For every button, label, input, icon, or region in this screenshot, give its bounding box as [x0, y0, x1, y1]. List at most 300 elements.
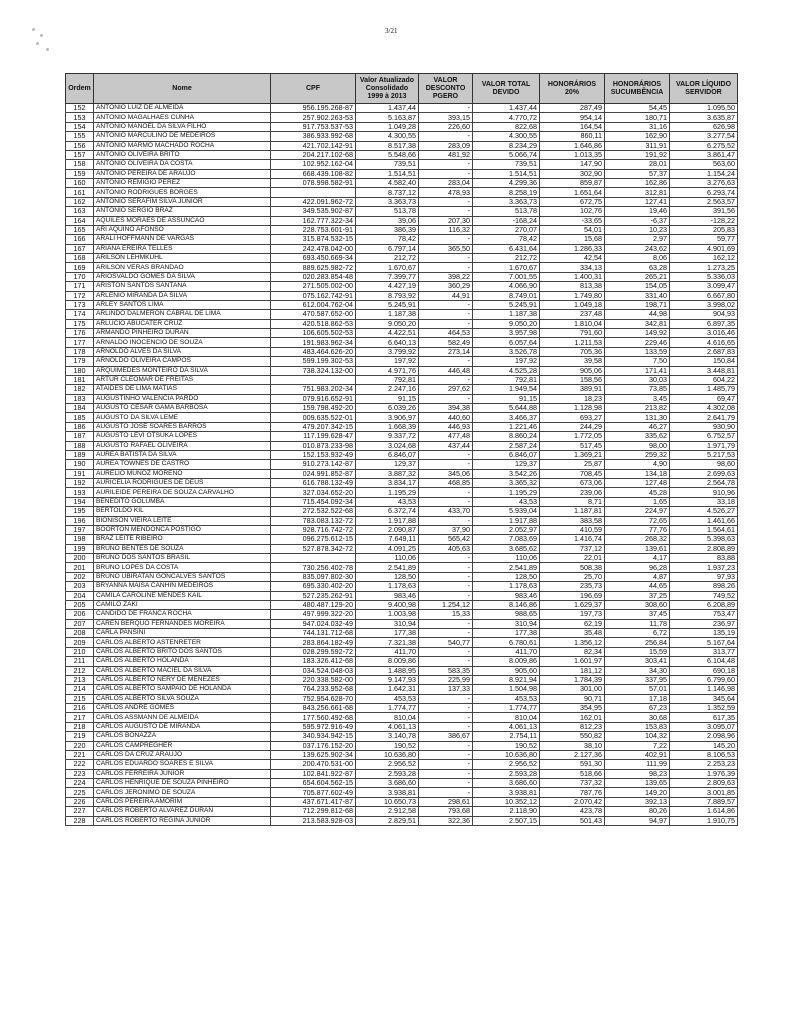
cell-honorarios: 301,00 — [540, 685, 605, 694]
cell-ordem: 165 — [66, 225, 94, 234]
cell-ordem: 186 — [66, 422, 94, 431]
cell-honorarios-sucumbencia: 37,45 — [605, 610, 670, 619]
cell-valor-desconto: - — [419, 750, 473, 759]
table-row — [66, 554, 738, 563]
cell-valor-atualizado: 78,42 — [356, 235, 419, 244]
cell-valor-desconto: 793,68 — [419, 807, 473, 816]
cell-valor-desconto: 225,99 — [419, 675, 473, 684]
table-row — [66, 638, 738, 647]
cell-valor-liquido: 2.687,83 — [670, 347, 738, 356]
cell-ordem: 171 — [66, 282, 94, 291]
cell-ordem: 209 — [66, 638, 94, 647]
table-row — [66, 610, 738, 619]
cell-valor-liquido: 6.752,57 — [670, 432, 738, 441]
cell-valor-liquido: 162,12 — [670, 254, 738, 263]
cell-valor-total: -168,24 — [473, 216, 540, 225]
cell-ordem: 192 — [66, 479, 94, 488]
cell-valor-total: 128,50 — [473, 572, 540, 581]
cell-valor-atualizado: 3.024,68 — [356, 441, 419, 450]
cell-valor-total: 3.938,81 — [473, 788, 540, 797]
cell-honorarios: 1.784,39 — [540, 675, 605, 684]
cell-valor-desconto: - — [419, 694, 473, 703]
cell-honorarios-sucumbencia: 134,18 — [605, 469, 670, 478]
cell-valor-total: 739,51 — [473, 160, 540, 169]
cell-valor-liquido: 604,22 — [670, 375, 738, 384]
cell-valor-atualizado: 1.642,31 — [356, 685, 419, 694]
cell-honorarios: 239,06 — [540, 488, 605, 497]
cell-honorarios: 550,82 — [540, 732, 605, 741]
table-row — [66, 750, 738, 759]
cell-honorarios-sucumbencia: 154,05 — [605, 282, 670, 291]
cell-valor-desconto: 398,22 — [419, 272, 473, 281]
cell-valor-liquido: 6.667,80 — [670, 291, 738, 300]
cell-ordem: 216 — [66, 704, 94, 713]
cell-cpf: 527.235.262-91 — [271, 591, 356, 600]
cell-honorarios: 518,66 — [540, 769, 605, 778]
cell-honorarios-sucumbencia: 72,65 — [605, 516, 670, 525]
table-row — [66, 179, 738, 188]
table-row — [66, 497, 738, 506]
cell-honorarios-sucumbencia: 46,27 — [605, 422, 670, 431]
table-row — [66, 807, 738, 816]
cell-cpf: 437.671.417-87 — [271, 797, 356, 806]
cell-valor-total: 1.187,38 — [473, 310, 540, 319]
cell-valor-desconto: 298,61 — [419, 797, 473, 806]
table-row — [66, 310, 738, 319]
cell-nome: BRUNO UBIRATAN GONCALVES SANTOS — [94, 572, 271, 581]
table-row — [66, 122, 738, 131]
cell-valor-total: 8.146,86 — [473, 600, 540, 609]
cell-nome: ANTONIO MARMO MACHADO ROCHA — [94, 141, 271, 150]
cell-valor-liquido: 3.998,02 — [670, 300, 738, 309]
cell-honorarios: 508,38 — [540, 563, 605, 572]
cell-ordem: 177 — [66, 338, 94, 347]
cell-nome: ANTONIO OLIVEIRA BRITO — [94, 150, 271, 159]
table-row — [66, 694, 738, 703]
cell-cpf: 420.518.862-53 — [271, 319, 356, 328]
cell-valor-desconto: 44,91 — [419, 291, 473, 300]
cell-ordem: 221 — [66, 750, 94, 759]
cell-honorarios: 25,70 — [540, 572, 605, 581]
cell-cpf: 315.874.532-15 — [271, 235, 356, 244]
cell-cpf: 028.299.592-72 — [271, 647, 356, 656]
cell-honorarios-sucumbencia: 96,28 — [605, 563, 670, 572]
cell-honorarios: 162,01 — [540, 713, 605, 722]
cell-valor-atualizado: 4.427,19 — [356, 282, 419, 291]
cell-valor-liquido: 1.461,66 — [670, 516, 738, 525]
cell-valor-total: 905,60 — [473, 666, 540, 675]
cell-honorarios: 1.286,33 — [540, 244, 605, 253]
cell-valor-desconto: - — [419, 713, 473, 722]
cell-valor-total: 3.466,37 — [473, 413, 540, 422]
cell-cpf: 479.207.342-15 — [271, 422, 356, 431]
cell-cpf: 712.299.812-68 — [271, 807, 356, 816]
table-row — [66, 441, 738, 450]
header-valor-atualizado: Valor Atualizado Consolidado 1999 à 2013 — [356, 74, 419, 104]
cell-honorarios-sucumbencia: 265,21 — [605, 272, 670, 281]
header-honorarios-sucumbencia: HONORÁRIOS SUCUMBÊNCIA — [605, 74, 670, 104]
cell-ordem: 217 — [66, 713, 94, 722]
cell-nome: BRUNO DOS SANTOS BRASIL — [94, 554, 271, 563]
cell-valor-desconto: - — [419, 563, 473, 572]
cell-valor-total: 4.525,28 — [473, 366, 540, 375]
cell-valor-desconto: - — [419, 254, 473, 263]
cell-valor-atualizado: 3.686,60 — [356, 779, 419, 788]
cell-valor-desconto: - — [419, 460, 473, 469]
cell-valor-liquido: 6.104,48 — [670, 657, 738, 666]
cell-valor-atualizado: 129,37 — [356, 460, 419, 469]
cell-valor-total: 3.365,32 — [473, 479, 540, 488]
cell-valor-desconto: - — [419, 104, 473, 113]
cell-honorarios-sucumbencia: 402,91 — [605, 750, 670, 759]
table-row — [66, 619, 738, 628]
table-row — [66, 816, 738, 825]
cell-honorarios: 1.601,97 — [540, 657, 605, 666]
cell-cpf: 159.798.492-20 — [271, 404, 356, 413]
cell-cpf: 078.998.582-91 — [271, 179, 356, 188]
cell-honorarios: 62,19 — [540, 619, 605, 628]
cell-nome: BOORTON MENDONCA POSTIGO — [94, 525, 271, 534]
cell-nome: BRUNO BENTES DE SOUZA — [94, 544, 271, 553]
cell-cpf: 599.199.302-53 — [271, 357, 356, 366]
cell-honorarios: 237,48 — [540, 310, 605, 319]
cell-cpf: 764.233.952-68 — [271, 685, 356, 694]
cell-cpf: 242.478.042-00 — [271, 244, 356, 253]
cell-cpf: 271.505.002-00 — [271, 282, 356, 291]
cell-valor-atualizado: 110,06 — [356, 554, 419, 563]
cell-valor-desconto: 468,85 — [419, 479, 473, 488]
cell-valor-desconto: - — [419, 357, 473, 366]
table-row — [66, 432, 738, 441]
cell-valor-liquido: 3.635,87 — [670, 113, 738, 122]
cell-valor-total: 1.504,98 — [473, 685, 540, 694]
cell-cpf: 917.753.537-53 — [271, 122, 356, 131]
cell-valor-atualizado: 3.140,78 — [356, 732, 419, 741]
cell-cpf: 200.470.531-00 — [271, 760, 356, 769]
cell-honorarios: 1.646,86 — [540, 141, 605, 150]
cell-valor-atualizado: 1.187,38 — [356, 310, 419, 319]
cell-cpf: 715.454.092-34 — [271, 497, 356, 506]
cell-nome: AUGUSTO DA SILVA LEME — [94, 413, 271, 422]
cell-valor-total: 988,65 — [473, 610, 540, 619]
cell-nome: CARLOS ROBERTO ALVAREZ DURAN — [94, 807, 271, 816]
header-valor-desconto: VALOR DESCONTO PGERO — [419, 74, 473, 104]
cell-valor-atualizado: 3.938,81 — [356, 788, 419, 797]
cell-valor-total: 2.052,97 — [473, 525, 540, 534]
cell-valor-atualizado: 8.737,12 — [356, 188, 419, 197]
cell-valor-liquido: 3.276,63 — [670, 179, 738, 188]
cell-valor-desconto: 322,36 — [419, 816, 473, 825]
cell-valor-liquido: 3.448,81 — [670, 366, 738, 375]
header-valor-total: VALOR TOTAL DEVIDO — [473, 74, 540, 104]
cell-honorarios-sucumbencia: 153,83 — [605, 722, 670, 731]
table-row — [66, 788, 738, 797]
cell-ordem: 215 — [66, 694, 94, 703]
cell-valor-liquido: 150,84 — [670, 357, 738, 366]
cell-valor-desconto: - — [419, 516, 473, 525]
table-row — [66, 741, 738, 750]
table-row — [66, 507, 738, 516]
cell-honorarios: 25,87 — [540, 460, 605, 469]
cell-valor-atualizado: 9.050,20 — [356, 319, 419, 328]
cell-valor-atualizado: 1.178,63 — [356, 582, 419, 591]
table-row — [66, 422, 738, 431]
cell-valor-total: 1.774,77 — [473, 704, 540, 713]
cell-honorarios: 410,59 — [540, 525, 605, 534]
cell-valor-total: 8.749,01 — [473, 291, 540, 300]
cell-ordem: 203 — [66, 582, 94, 591]
cell-honorarios-sucumbencia: 162,86 — [605, 179, 670, 188]
table-row — [66, 413, 738, 422]
cell-valor-atualizado: 2.090,87 — [356, 525, 419, 534]
table-row — [66, 563, 738, 572]
cell-honorarios: 517,45 — [540, 441, 605, 450]
table-row — [66, 282, 738, 291]
table-row — [66, 394, 738, 403]
cell-honorarios: 1.128,98 — [540, 404, 605, 413]
cell-valor-desconto: - — [419, 394, 473, 403]
cell-valor-total: 2.118,90 — [473, 807, 540, 816]
cell-valor-atualizado: 4.422,51 — [356, 329, 419, 338]
cell-nome: AUGUSTINHO VALENCIA PARDO — [94, 394, 271, 403]
cell-valor-total: 4.299,36 — [473, 179, 540, 188]
cell-valor-total: 8.234,29 — [473, 141, 540, 150]
table-row — [66, 544, 738, 553]
cell-ordem: 214 — [66, 685, 94, 694]
table-row — [66, 366, 738, 375]
cell-nome: BRUNO LOPES DA COSTA — [94, 563, 271, 572]
cell-nome: CAMILA CAROLINE MENDES KAIL — [94, 591, 271, 600]
cell-ordem: 200 — [66, 554, 94, 563]
cell-honorarios-sucumbencia: 8,06 — [605, 254, 670, 263]
cell-ordem: 179 — [66, 357, 94, 366]
cell-valor-liquido: 3.099,47 — [670, 282, 738, 291]
cell-valor-atualizado: 2.912,58 — [356, 807, 419, 816]
cell-valor-liquido: 145,20 — [670, 741, 738, 750]
cell-cpf: 730.256.402-78 — [271, 563, 356, 572]
cell-ordem: 226 — [66, 797, 94, 806]
cell-nome: AUREA TOWNES DE CASTRO — [94, 460, 271, 469]
header-honorarios: HONORÁRIOS 20% — [540, 74, 605, 104]
cell-valor-desconto: 565,42 — [419, 535, 473, 544]
cell-valor-liquido: 4.901,69 — [670, 244, 738, 253]
cell-valor-desconto: 1.254,12 — [419, 600, 473, 609]
cell-valor-total: 8.009,86 — [473, 657, 540, 666]
cell-ordem: 176 — [66, 329, 94, 338]
cell-valor-liquido: 313,77 — [670, 647, 738, 656]
cell-valor-liquido: 3.861,47 — [670, 150, 738, 159]
cell-valor-desconto: 440,60 — [419, 413, 473, 422]
cell-valor-atualizado: 453,53 — [356, 694, 419, 703]
cell-ordem: 154 — [66, 122, 94, 131]
cell-nome: AUGUSTO JOSE SOARES BARROS — [94, 422, 271, 431]
cell-ordem: 204 — [66, 591, 94, 600]
cell-ordem: 224 — [66, 779, 94, 788]
cell-ordem: 168 — [66, 254, 94, 263]
cell-valor-liquido: 6.293,74 — [670, 188, 738, 197]
cell-valor-desconto: - — [419, 769, 473, 778]
cell-valor-atualizado: 983,46 — [356, 591, 419, 600]
cell-honorarios: 82,34 — [540, 647, 605, 656]
cell-valor-atualizado: 386,39 — [356, 225, 419, 234]
cell-valor-atualizado: 2.829,51 — [356, 816, 419, 825]
payment-table — [65, 73, 738, 826]
cell-honorarios-sucumbencia: 111,99 — [605, 760, 670, 769]
cell-honorarios-sucumbencia: 11,78 — [605, 619, 670, 628]
cell-honorarios-sucumbencia: 149,92 — [605, 329, 670, 338]
cell-valor-desconto: - — [419, 197, 473, 206]
cell-honorarios-sucumbencia: 7,22 — [605, 741, 670, 750]
cell-honorarios-sucumbencia: 57,01 — [605, 685, 670, 694]
cell-honorarios: 1.369,21 — [540, 450, 605, 459]
cell-valor-liquido: 59,77 — [670, 235, 738, 244]
cell-honorarios: 354,95 — [540, 704, 605, 713]
cell-valor-atualizado: 43,53 — [356, 497, 419, 506]
cell-ordem: 175 — [66, 319, 94, 328]
cell-valor-desconto: 15,33 — [419, 610, 473, 619]
table-row — [66, 760, 738, 769]
cell-ordem: 198 — [66, 535, 94, 544]
table-row — [66, 225, 738, 234]
cell-cpf: 117.199.628-47 — [271, 432, 356, 441]
cell-valor-atualizado: 8.793,92 — [356, 291, 419, 300]
cell-honorarios-sucumbencia: 98,00 — [605, 441, 670, 450]
cell-valor-total: 3.363,73 — [473, 197, 540, 206]
cell-valor-atualizado: 3.906,97 — [356, 413, 419, 422]
cell-honorarios: 102,76 — [540, 207, 605, 216]
cell-valor-desconto: 283,09 — [419, 141, 473, 150]
cell-honorarios: 38,10 — [540, 741, 605, 750]
cell-valor-total: 310,94 — [473, 619, 540, 628]
cell-cpf: 349.535.902-87 — [271, 207, 356, 216]
cell-honorarios-sucumbencia: 213,82 — [605, 404, 670, 413]
cell-valor-atualizado: 2.593,28 — [356, 769, 419, 778]
cell-valor-desconto: 207,30 — [419, 216, 473, 225]
cell-honorarios: 15,68 — [540, 235, 605, 244]
cell-honorarios: 1.356,12 — [540, 638, 605, 647]
cell-valor-total: 411,70 — [473, 647, 540, 656]
cell-honorarios-sucumbencia: 98,23 — [605, 769, 670, 778]
cell-nome: CARLOS ALBERTO SAMPAIO DE HOLANDA — [94, 685, 271, 694]
cell-valor-desconto: 37,90 — [419, 525, 473, 534]
cell-honorarios: 196,69 — [540, 591, 605, 600]
cell-honorarios: 244,29 — [540, 422, 605, 431]
cell-cpf: 928.716.742-72 — [271, 525, 356, 534]
cell-honorarios-sucumbencia: 224,97 — [605, 507, 670, 516]
cell-honorarios-sucumbencia: 6,72 — [605, 629, 670, 638]
cell-valor-liquido: 1.154,24 — [670, 169, 738, 178]
cell-valor-atualizado: 1.003,98 — [356, 610, 419, 619]
cell-valor-liquido: 2.641,79 — [670, 413, 738, 422]
cell-valor-liquido: 33,18 — [670, 497, 738, 506]
table-row — [66, 629, 738, 638]
cell-honorarios: 1.211,53 — [540, 338, 605, 347]
table-row — [66, 319, 738, 328]
cell-valor-total: 270,07 — [473, 225, 540, 234]
cell-valor-total: 810,04 — [473, 713, 540, 722]
cell-valor-atualizado: 8.009,86 — [356, 657, 419, 666]
cell-honorarios-sucumbencia: 104,32 — [605, 732, 670, 741]
cell-nome: CARLOS PEREIRA AMORIM — [94, 797, 271, 806]
cell-ordem: 181 — [66, 375, 94, 384]
cell-valor-atualizado: 9.337,72 — [356, 432, 419, 441]
cell-valor-liquido: 753,47 — [670, 610, 738, 619]
cell-cpf: 096.275.612-15 — [271, 535, 356, 544]
table-row — [66, 254, 738, 263]
table-row — [66, 132, 738, 141]
cell-honorarios-sucumbencia: 67,23 — [605, 704, 670, 713]
cell-valor-atualizado: 9.400,98 — [356, 600, 419, 609]
table-row — [66, 104, 738, 113]
cell-valor-total: 6.431,64 — [473, 244, 540, 253]
cell-valor-liquido: 2.699,63 — [670, 469, 738, 478]
cell-cpf: 527.878.342-72 — [271, 544, 356, 553]
cell-honorarios-sucumbencia: 30,03 — [605, 375, 670, 384]
cell-valor-desconto: - — [419, 619, 473, 628]
cell-valor-total: 5.939,04 — [473, 507, 540, 516]
cell-ordem: 227 — [66, 807, 94, 816]
cell-ordem: 210 — [66, 647, 94, 656]
cell-ordem: 197 — [66, 525, 94, 534]
cell-cpf: 843.256.661-68 — [271, 704, 356, 713]
cell-valor-total: 2.587,24 — [473, 441, 540, 450]
table-row — [66, 207, 738, 216]
cell-valor-atualizado: 6.846,07 — [356, 450, 419, 459]
cell-cpf: 183.326.412-68 — [271, 657, 356, 666]
cell-valor-liquido: 6.275,52 — [670, 141, 738, 150]
cell-valor-desconto: - — [419, 591, 473, 600]
cell-honorarios-sucumbencia: 303,41 — [605, 657, 670, 666]
cell-valor-liquido: 236,97 — [670, 619, 738, 628]
cell-valor-liquido: 4.302,08 — [670, 404, 738, 413]
cell-valor-desconto: 116,32 — [419, 225, 473, 234]
cell-ordem: 222 — [66, 760, 94, 769]
cell-valor-atualizado: 310,94 — [356, 619, 419, 628]
table-row — [66, 479, 738, 488]
cell-ordem: 187 — [66, 432, 94, 441]
table-row — [66, 704, 738, 713]
cell-nome: CARLOS HENRIQUE DE SOUZA PINHEIRO — [94, 779, 271, 788]
cell-honorarios: 501,43 — [540, 816, 605, 825]
cell-ordem: 164 — [66, 216, 94, 225]
cell-valor-liquido: 7.889,57 — [670, 797, 738, 806]
table-row — [66, 732, 738, 741]
cell-nome: BIONISON VIEIRA LEITE — [94, 516, 271, 525]
cell-valor-desconto: - — [419, 647, 473, 656]
cell-valor-desconto: 273,14 — [419, 347, 473, 356]
cell-cpf: 102.841.922-87 — [271, 769, 356, 778]
table-row — [66, 235, 738, 244]
cell-valor-liquido: 6.799,60 — [670, 675, 738, 684]
cell-valor-atualizado: 1.437,44 — [356, 104, 419, 113]
cell-honorarios: 737,12 — [540, 544, 605, 553]
cell-cpf: 340.934.942-15 — [271, 732, 356, 741]
cell-cpf: 327.034.652-20 — [271, 488, 356, 497]
table-row — [66, 600, 738, 609]
cell-ordem: 220 — [66, 741, 94, 750]
cell-cpf: 024.991.852-87 — [271, 469, 356, 478]
cell-cpf: 947.024.032-49 — [271, 619, 356, 628]
cell-valor-atualizado: 39,06 — [356, 216, 419, 225]
cell-ordem: 184 — [66, 404, 94, 413]
cell-honorarios: 1.772,05 — [540, 432, 605, 441]
table-row — [66, 647, 738, 656]
cell-valor-atualizado: 1.049,28 — [356, 122, 419, 131]
cell-valor-desconto: - — [419, 779, 473, 788]
cell-honorarios-sucumbencia: 308,60 — [605, 600, 670, 609]
cell-valor-atualizado: 4.091,25 — [356, 544, 419, 553]
cell-valor-desconto: 283,04 — [419, 179, 473, 188]
